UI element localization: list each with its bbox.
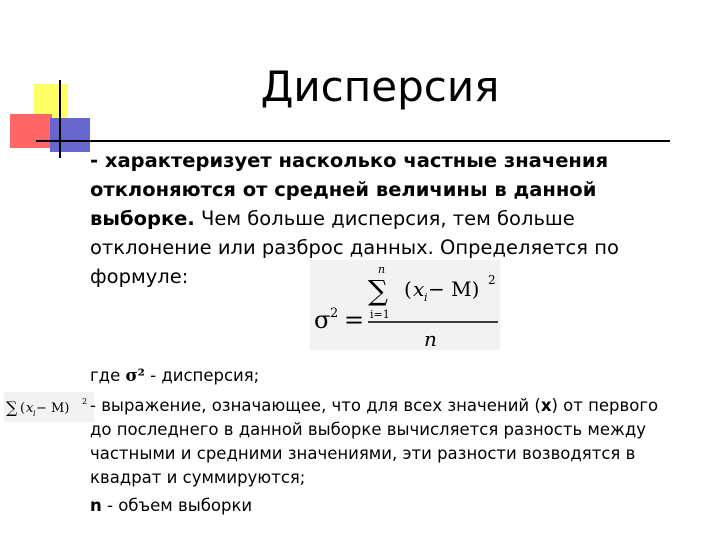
legend-sigma-symbol: σ² — [125, 366, 145, 385]
sum-expression-rest: − M) — [36, 401, 70, 416]
variance-formula — [310, 260, 500, 350]
sum-expression-x: x — [26, 401, 34, 416]
legend-n-line — [90, 494, 252, 519]
definition-line-3-bold: выборке. — [90, 207, 195, 230]
formula-sigma: σ — [314, 306, 331, 334]
definition-line-5: формуле: — [90, 265, 189, 288]
sum-expression-power: 2 — [82, 397, 88, 406]
legend-expr-x: x — [540, 396, 552, 415]
title-rule — [36, 140, 670, 142]
formula-upper-limit: n — [378, 263, 386, 276]
legend-where-label: где — [90, 366, 126, 385]
sum-expression-sum: ∑ — [6, 398, 18, 417]
legend-expr-desc-b: ) от первого — [551, 396, 659, 415]
formula-minus-m: − M) — [428, 277, 480, 301]
legend-n-symbol: n — [90, 496, 102, 515]
formula-sigma-power: 2 — [330, 306, 339, 321]
formula-lower-limit: i=1 — [370, 308, 390, 321]
formula-denominator: n — [424, 327, 437, 350]
legend-expr-line-1 — [90, 394, 658, 419]
definition-line-2: отклоняются от средней величины в данной — [90, 178, 597, 201]
sum-expression — [4, 392, 94, 422]
formula-x: x — [413, 277, 425, 301]
legend-expr-line-3: частными и средними значениями, эти разности возводятся в — [90, 444, 636, 463]
legend-sigma-line — [90, 364, 259, 389]
decor-red-square — [10, 114, 52, 148]
formula-power: 2 — [488, 273, 496, 287]
legend-sigma-desc: - дисперсия; — [144, 366, 260, 385]
definition-line-4: отклонение или разброс данных. Определяется по — [90, 236, 619, 259]
formula-equals: = — [344, 306, 365, 334]
legend-n-desc: - объем выборки — [101, 496, 253, 515]
definition-line-1: - характеризует насколько частные значения — [90, 149, 609, 172]
formula-x-sub: i — [424, 291, 428, 304]
decor-blue-square — [50, 118, 90, 152]
formula-sum-symbol: ∑ — [368, 274, 388, 307]
sum-expression-open: ( — [20, 401, 26, 416]
legend-expr-desc-a: - выражение, означающее, что для всех значений ( — [90, 396, 541, 415]
slide-title: Дисперсия — [260, 62, 500, 111]
formula-open-paren: ( — [404, 277, 412, 301]
legend-expr-line-4: квадрат и суммируются; — [90, 468, 306, 487]
legend-expr-line-2: до последнего в данной выборке вычисляется разность между — [90, 420, 647, 439]
definition-line-3-rest: Чем больше дисперсия, тем больше — [194, 207, 575, 230]
definition-line-3 — [90, 204, 575, 233]
sum-expression-sub: i — [33, 409, 36, 418]
